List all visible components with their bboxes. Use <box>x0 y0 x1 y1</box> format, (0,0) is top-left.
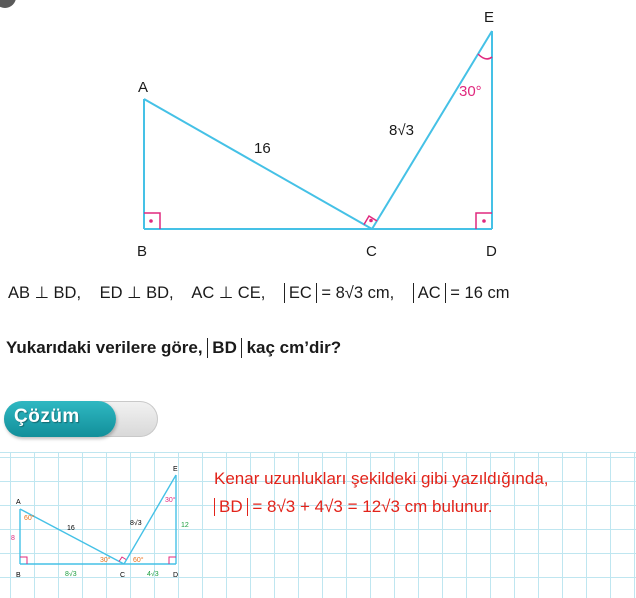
cozum-label: Çözüm <box>14 406 80 427</box>
bd-abs-solution: BD <box>214 498 248 516</box>
svg-text:8√3: 8√3 <box>65 571 77 578</box>
question-text: Yukarıdaki verilere göre, BD kaç cm’dir? <box>6 338 342 357</box>
svg-text:A: A <box>16 499 21 506</box>
given-ed-perp: ED ⊥ BD, <box>99 284 174 302</box>
svg-text:E: E <box>173 466 178 473</box>
point-b-label: B <box>137 243 148 260</box>
given-ac-perp: AC ⊥ CE, <box>191 284 266 302</box>
point-e-label: E <box>484 9 495 26</box>
svg-text:60°: 60° <box>133 557 144 564</box>
segment-ac <box>144 99 372 229</box>
ac-length-label: 16 <box>254 140 271 157</box>
svg-text:30°: 30° <box>100 557 111 564</box>
solution-line-2: BD = 8√3 + 4√3 = 12√3 cm bulunur. <box>214 497 493 517</box>
svg-text:D: D <box>173 572 179 579</box>
givens-line <box>8 283 523 303</box>
angle-e-label: 30° <box>459 83 482 100</box>
svg-text:60°: 60° <box>24 515 35 522</box>
point-d-label: D <box>486 243 497 260</box>
given-ac: AC = 16 cm <box>413 284 510 302</box>
ec-length-label: 8√3 <box>389 122 414 139</box>
ac-abs: AC <box>413 283 446 303</box>
small-triangle-figure <box>0 452 210 597</box>
ec-abs: EC <box>284 283 317 303</box>
svg-text:C: C <box>120 572 126 579</box>
svg-text:16: 16 <box>67 525 75 532</box>
solution-line-1: Kenar uzunlukları şekildeki gibi yazıldığında, <box>214 469 549 488</box>
svg-text:30°: 30° <box>165 497 176 504</box>
triangle-figure <box>0 0 636 270</box>
angle-arc-e-icon <box>478 54 492 59</box>
svg-text:8√3: 8√3 <box>130 520 142 527</box>
svg-text:12: 12 <box>181 522 189 529</box>
point-c-label: C <box>366 243 377 260</box>
svg-text:8: 8 <box>11 535 15 542</box>
given-ec: EC = 8√3 cm, <box>284 284 394 302</box>
given-ab-perp: AB ⊥ BD, <box>8 284 82 302</box>
bd-abs: BD <box>207 338 242 358</box>
svg-text:4√3: 4√3 <box>147 571 159 578</box>
point-a-label: A <box>138 79 149 96</box>
svg-text:B: B <box>16 572 21 579</box>
